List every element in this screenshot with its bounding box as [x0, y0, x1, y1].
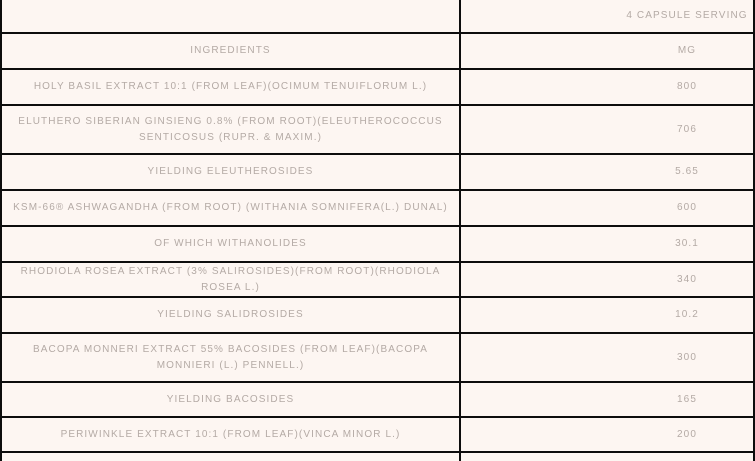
ingredient-row — [2, 155, 753, 191]
mg-header-cell: MG — [677, 45, 697, 56]
ingredient-name-cell: HOLY BASIL EXTRACT 10:1 (FROM LEAF)(OCIMUM TENUIFLORUM L.) — [2, 70, 461, 104]
ingredient-row — [2, 191, 753, 227]
ingredient-row — [2, 263, 753, 298]
ingredient-rows-container — [2, 70, 753, 453]
mg-value-cell: 165 — [677, 393, 697, 405]
column-header-row — [2, 34, 753, 70]
ingredient-name-cell: ELUTHERO SIBERIAN GINSIENG 0.8% (FROM ROOT)(ELEUTHEROCOCCUS SENTICOSUS (RUPR. & MAXIM.) — [2, 106, 461, 153]
partial-bottom-right-cell — [461, 453, 753, 461]
mg-value-cell: 300 — [677, 351, 697, 363]
mg-value-cell: 706 — [677, 123, 697, 135]
ingredient-row — [2, 70, 753, 106]
ingredient-name-cell: YIELDING SALIDROSIDES — [2, 298, 461, 332]
mg-value-cell: 800 — [677, 81, 697, 92]
ingredient-name-cell: PERIWINKLE EXTRACT 10:1 (FROM LEAF)(VINCA MINOR L.) — [2, 418, 461, 451]
mg-value-cell: 600 — [677, 202, 697, 213]
partial-bottom-row — [2, 453, 753, 461]
ingredients-header-cell: INGREDIENTS — [2, 34, 461, 68]
serving-header-cell: 4 CAPSULE SERVING — [626, 10, 748, 21]
serving-header-empty-cell — [2, 0, 461, 32]
ingredient-name-cell: RHODIOLA ROSEA EXTRACT (3% SALIROSIDES)(FROM ROOT)(RHODIOLA ROSEA L.) — [2, 263, 461, 296]
mg-value-cell: 5.65 — [675, 166, 699, 177]
mg-value-cell: 340 — [677, 273, 697, 285]
mg-value-cell: 200 — [677, 428, 697, 440]
serving-header-row — [2, 0, 753, 34]
ingredient-name-cell: YIELDING ELEUTHEROSIDES — [2, 155, 461, 189]
ingredient-name-cell: BACOPA MONNERI EXTRACT 55% BACOSIDES (FROM LEAF)(BACOPA MONNIERI (L.) PENNELL.) — [2, 334, 461, 381]
ingredient-row — [2, 106, 753, 155]
ingredient-name-cell: YIELDING BACOSIDES — [2, 383, 461, 416]
ingredient-row — [2, 298, 753, 334]
ingredient-name-cell: KSM-66® ASHWAGANDHA (FROM ROOT) (WITHANIA SOMNIFERA(L.) DUNAL) — [2, 191, 461, 225]
ingredient-row — [2, 383, 753, 418]
mg-value-cell: 30.1 — [675, 238, 699, 249]
ingredient-row — [2, 227, 753, 263]
ingredient-row — [2, 418, 753, 453]
mg-value-cell: 10.2 — [675, 309, 699, 320]
partial-bottom-left-cell — [2, 453, 461, 461]
ingredient-row — [2, 334, 753, 383]
ingredient-name-cell: OF WHICH WITHANOLIDES — [2, 227, 461, 261]
